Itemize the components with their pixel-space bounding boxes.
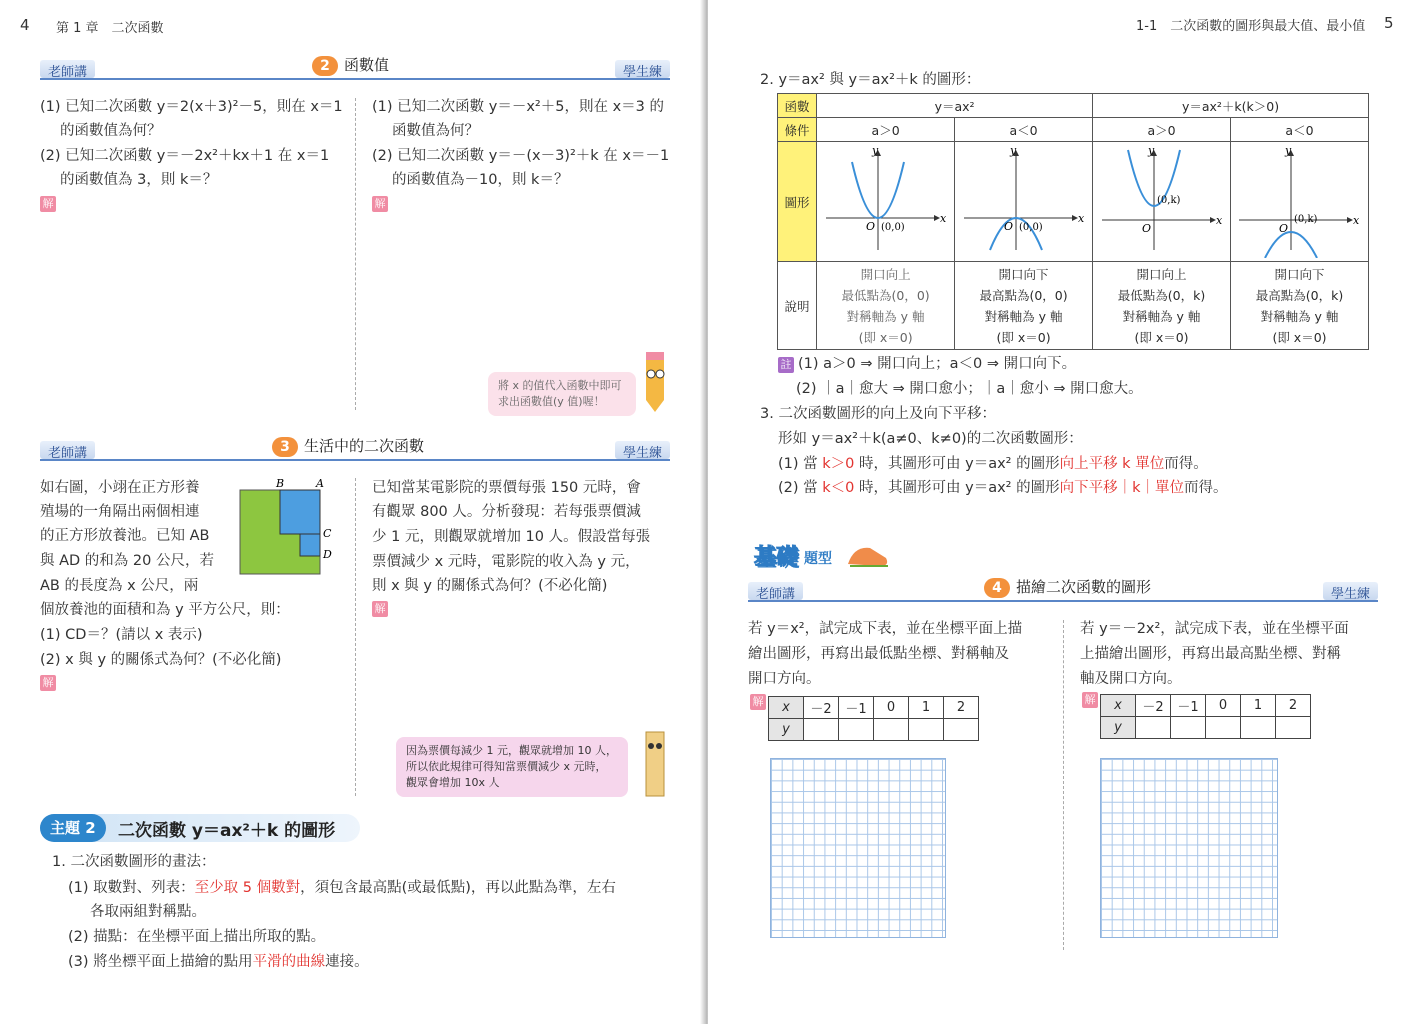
chapter-header: 第 1 章 二次函數: [56, 21, 164, 36]
parabola-graph: [818, 142, 954, 258]
y-cell[interactable]: [909, 719, 944, 741]
svg-text:(0,0): (0,0): [1018, 222, 1043, 233]
question-text: 若 y＝x²，試完成下表，並在坐標平面上描: [748, 621, 1023, 637]
description-cell: 開口向下 最高點為(0，0) 對稱軸為 y 軸 (即 x＝0): [955, 262, 1093, 350]
x-header: x: [769, 697, 804, 719]
svg-text:(0,0): (0,0): [880, 222, 905, 233]
topic-banner: [40, 814, 360, 842]
problem-text: (2) x 與 y 的關係式為何？(不必化簡): [40, 652, 282, 668]
shoe-icon: [844, 540, 894, 570]
topic-heading: 1. 二次函數圖形的畫法：: [52, 854, 216, 870]
hint-note: 因為票價每減少 1 元，觀眾就增加 10 人， 所以依此規律可得知當票價減少 x 元時， 觀眾會增加 10x 人: [396, 737, 628, 797]
condition-cell: a＞0: [1093, 118, 1231, 142]
description-cell: 開口向上 最低點為(0，k) 對稱軸為 y 軸 (即 x＝0): [1093, 262, 1231, 350]
x-header: x: [1101, 695, 1136, 717]
graph-table: [777, 93, 1369, 350]
topic-step: 各取兩組對稱點。: [90, 904, 206, 920]
problem-text: 則 x 與 y 的關係式為何？(不必化簡): [372, 578, 608, 594]
svg-text:y: y: [1285, 144, 1292, 157]
note-text: (1) a＞0 ⇒ 開口向上；a＜0 ⇒ 開口向下。: [798, 356, 1077, 372]
divider: [355, 98, 356, 410]
problem-text: (1) CD＝？(請以 x 表示): [40, 627, 203, 643]
question-text: (2) 已知二次函數 y＝－(x－3)²＋k 在 x＝－1: [372, 148, 670, 164]
x-value: 0: [874, 697, 909, 719]
svg-text:x: x: [1215, 214, 1222, 227]
right-page: [708, 0, 1409, 1024]
y-cell[interactable]: [1276, 717, 1311, 739]
basic-label: 基礎: [754, 545, 799, 570]
answer-mark: 解: [40, 196, 56, 212]
svg-text:y: y: [1147, 144, 1154, 157]
row-label: 說明: [778, 262, 817, 350]
problem-text: AB 的長度為 x 公尺，兩: [40, 578, 199, 594]
svg-text:(0,k): (0,k): [1156, 195, 1180, 206]
y-cell[interactable]: [1206, 717, 1241, 739]
problem-text: 的正方形放養池。已知 AB: [40, 528, 210, 544]
left-page: [0, 0, 704, 1024]
section-bar: [748, 578, 1378, 602]
question-text: (1) 已知二次函數 y＝2(x＋3)²－5，則在 x＝1: [40, 99, 343, 115]
answer-mark: 解: [372, 196, 388, 212]
question-text: 軸及開口方向。: [1080, 671, 1182, 687]
teacher-tag: 老師講: [40, 441, 95, 459]
y-cell[interactable]: [874, 719, 909, 741]
divider: [1063, 620, 1064, 950]
page-number: 5: [1384, 14, 1394, 32]
row-label: 圖形: [778, 142, 817, 262]
topic-tag: 主題 2: [40, 814, 106, 842]
problem-text: 與 AD 的和為 20 公尺，若: [40, 553, 214, 569]
section-title: 2 函數值: [312, 54, 389, 76]
section-number: 2: [312, 56, 338, 76]
problem-text: 殖場的一角隔出兩個相連: [40, 504, 200, 520]
x-value: 0: [1206, 695, 1241, 717]
body-text: 形如 y＝ax²＋k(a≠0、k≠0)的二次函數圖形：: [778, 431, 1083, 447]
question-text: 上描繪出圖形，再寫出最高點坐標、對稱: [1080, 646, 1341, 662]
section-title: 3 生活中的二次函數: [272, 435, 424, 457]
x-value: 1: [909, 697, 944, 719]
topic-step: (2) 描點：在坐標平面上描出所取的點。: [68, 929, 326, 945]
problem-text: 少 1 元，則觀眾就增加 10 人。假設當每張: [372, 529, 651, 545]
y-cell[interactable]: [1241, 717, 1276, 739]
description-cell: 開口向下 最高點為(0，k) 對稱軸為 y 軸 (即 x＝0): [1230, 262, 1368, 350]
svg-text:y: y: [871, 144, 878, 157]
label-b: B: [276, 477, 285, 490]
y-cell[interactable]: [1171, 717, 1206, 739]
row-label: 條件: [778, 118, 817, 142]
x-value: －1: [839, 697, 874, 719]
question-text: 開口方向。: [748, 671, 821, 687]
condition-cell: a＜0: [955, 118, 1093, 142]
teacher-tag: 老師講: [40, 60, 95, 78]
ruler-mascot-icon: [640, 730, 670, 800]
divider: [355, 478, 356, 796]
condition-cell: a＞0: [817, 118, 955, 142]
section-bar: [40, 437, 670, 461]
parabola-graph: [956, 142, 1092, 258]
answer-mark: 解: [750, 694, 766, 710]
y-cell[interactable]: [804, 719, 839, 741]
pond-diagram: [236, 476, 340, 576]
student-tag: 學生練: [615, 441, 670, 459]
svg-text:x: x: [1077, 212, 1084, 225]
question-text: (2) 已知二次函數 y＝－2x²＋kx＋1 在 x＝1: [40, 148, 330, 164]
svg-text:O: O: [1279, 222, 1289, 235]
x-value: －1: [1171, 695, 1206, 717]
question-text: 的函數值為何？: [60, 123, 162, 139]
shift-rule: (1) 當 k＞0 時，其圖形可由 y＝ax² 的圖形向上平移 k 單位而得。: [778, 456, 1208, 472]
shift-rule: (2) 當 k＜0 時，其圖形可由 y＝ax² 的圖形向下平移｜k｜單位而得。: [778, 480, 1228, 496]
x-value: 2: [1276, 695, 1311, 717]
y-cell[interactable]: [944, 719, 979, 741]
y-cell[interactable]: [839, 719, 874, 741]
svg-text:O: O: [865, 220, 875, 233]
y-header: y: [1101, 717, 1136, 739]
topic-step: (1) 取數對、列表：至少取 5 個數對，須包含最高點(或最低點)，再以此點為準，左右: [68, 880, 616, 896]
x-value: 1: [1241, 695, 1276, 717]
x-value: 2: [944, 697, 979, 719]
subheading: 3. 二次函數圖形的向上及向下平移：: [760, 406, 996, 422]
value-table: [768, 696, 979, 741]
problem-text: 個放養池的面積和為 y 平方公尺，則：: [40, 602, 290, 618]
parabola-graph: [1231, 142, 1367, 258]
label-c: C: [323, 527, 332, 540]
problem-text: 已知當某電影院的票價每張 150 元時，會: [372, 480, 641, 496]
topic-title: 二次函數 y＝ax²＋k 的圖形: [118, 821, 336, 841]
answer-mark: 解: [372, 601, 388, 617]
question-text: 繪出圖形，再寫出最低點坐標、對稱軸及: [748, 646, 1009, 662]
question-text: 若 y＝－2x²，試完成下表，並在坐標平面: [1080, 621, 1349, 637]
svg-text:O: O: [1141, 222, 1151, 235]
svg-text:x: x: [939, 212, 946, 225]
coordinate-grid[interactable]: [770, 758, 946, 938]
label-a: A: [316, 477, 324, 490]
function-header: y＝ax²: [817, 94, 1093, 118]
question-text: 函數值為何？: [392, 123, 479, 139]
value-table: [1100, 694, 1311, 739]
svg-text:x: x: [1353, 214, 1360, 227]
note-mark: 註: [778, 357, 794, 373]
section-number: 3: [272, 437, 298, 457]
topic-step: (3) 將坐標平面上描繪的點用平滑的曲線連接。: [68, 954, 369, 970]
subheading: 2. y＝ax² 與 y＝ax²＋k 的圖形：: [760, 72, 981, 88]
pencil-mascot-icon: [636, 350, 674, 414]
svg-text:(0,k): (0,k): [1294, 214, 1318, 225]
problem-text: 如右圖，小翊在正方形養: [40, 480, 200, 496]
coordinate-grid[interactable]: [1100, 758, 1278, 938]
description-cell: 開口向上 最低點為(0，0) 對稱軸為 y 軸 (即 x＝0): [817, 262, 955, 350]
section-title: 4 描繪二次函數的圖形: [984, 576, 1151, 598]
parabola-graph: [1094, 142, 1230, 258]
basic-label-suffix: 題型: [804, 551, 832, 567]
answer-mark: 解: [40, 675, 56, 691]
row-label: 函數: [778, 94, 817, 118]
question-text: 的函數值為－10，則 k＝？: [392, 172, 569, 188]
x-value: －2: [804, 697, 839, 719]
note-text: (2) ｜a｜愈大 ⇒ 開口愈小；｜a｜愈小 ⇒ 開口愈大。: [796, 381, 1143, 397]
problem-text: 有觀眾 800 人。分析發現：若每張票價減: [372, 504, 641, 520]
basic-questions-banner: [748, 540, 898, 574]
problem-text: 票價減少 x 元時，電影院的收入為 y 元，: [372, 554, 640, 570]
section-number: 4: [984, 578, 1010, 598]
question-text: 的函數值為 3，則 k＝？: [60, 172, 218, 188]
teacher-tag: 老師講: [748, 582, 803, 600]
student-tag: 學生練: [615, 60, 670, 78]
question-text: (1) 已知二次函數 y＝－x²＋5，則在 x＝3 的: [372, 99, 664, 115]
section-header: 1-1 二次函數的圖形與最大值、最小值: [1136, 19, 1366, 34]
x-value: －2: [1136, 695, 1171, 717]
label-d: D: [323, 548, 332, 561]
condition-cell: a＜0: [1230, 118, 1368, 142]
y-cell[interactable]: [1136, 717, 1171, 739]
section-bar: [40, 56, 670, 80]
hint-note: 將 x 的值代入函數中即可 求出函數值(y 值)喔！: [488, 372, 636, 416]
y-header: y: [769, 719, 804, 741]
svg-text:O: O: [1003, 220, 1013, 233]
answer-mark: 解: [1082, 692, 1098, 708]
page-number: 4: [20, 16, 30, 34]
function-header: y＝ax²＋k(k＞0): [1093, 94, 1369, 118]
student-tag: 學生練: [1323, 582, 1378, 600]
svg-text:y: y: [1009, 144, 1016, 157]
